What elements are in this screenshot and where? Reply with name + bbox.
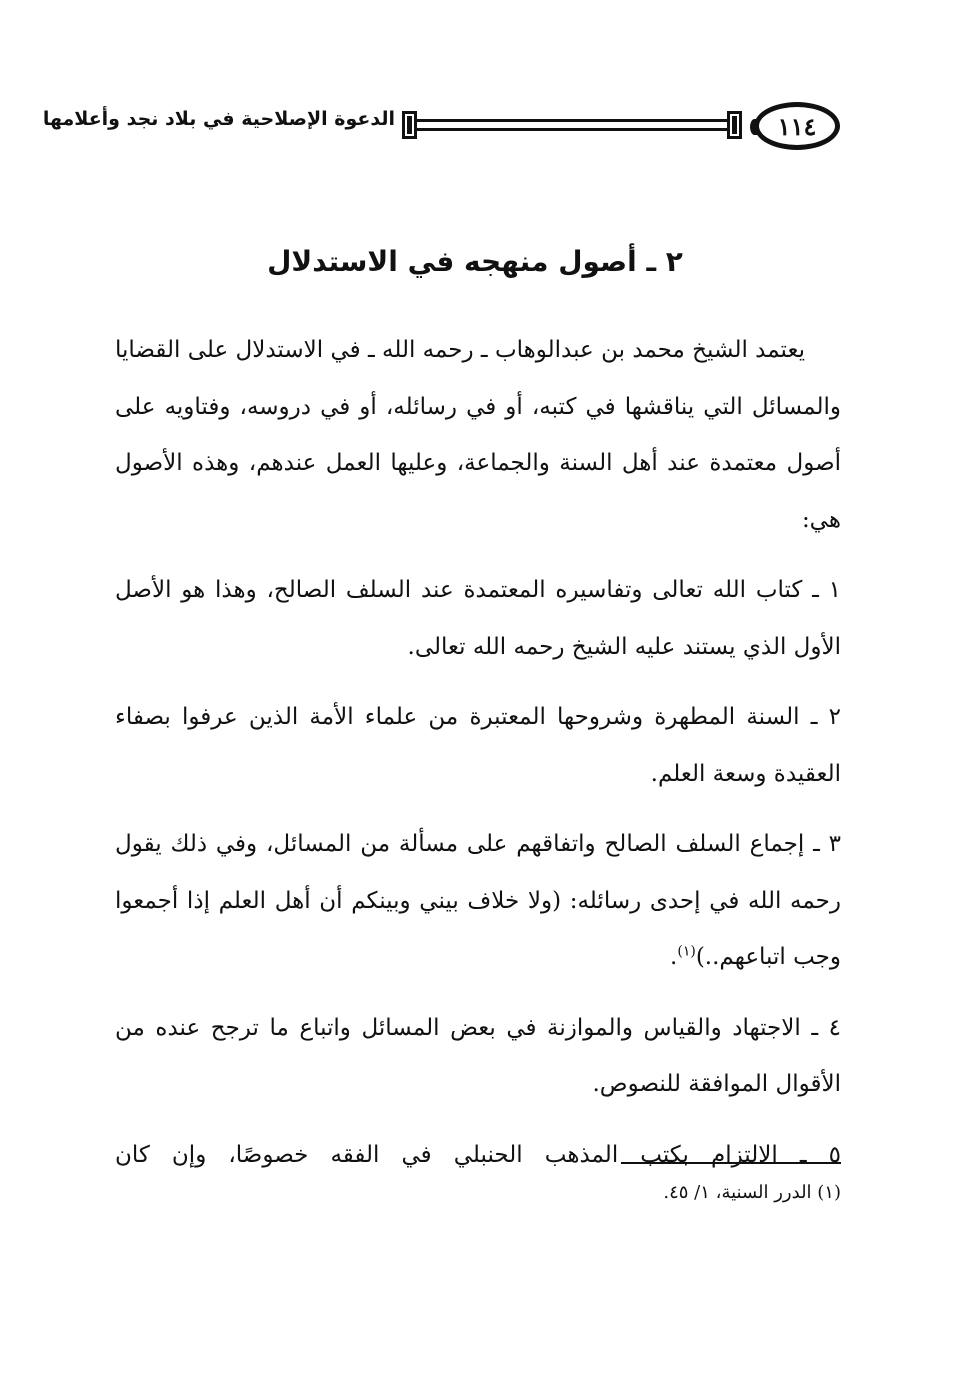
header-double-rule	[415, 119, 730, 131]
footnote-1: (١) الدرر السنية، ١/ ٤٥.	[663, 1182, 841, 1203]
body-text	[115, 322, 841, 1197]
footnote-separator	[621, 1162, 841, 1164]
principle-item-2: ٢ ـ السنة المطهرة وشروحها المعتبرة من علماء الأمة الذين عرفوا بصفاء العقيدة وسعة العلم.	[115, 704, 841, 787]
section-heading: ٢ ـ أصول منهجه في الاستدلال	[267, 245, 683, 278]
page-number: ١١٤	[754, 102, 840, 150]
principle-item-1: ١ ـ كتاب الله تعالى وتفاسيره المعتمدة عند السلف الصالح، وهذا هو الأصل الأول الذي يستند عليه الشيخ رحمه الله تعالى.	[115, 577, 841, 660]
running-header	[42, 100, 840, 156]
intro-paragraph: يعتمد الشيخ محمد بن عبدالوهاب ـ رحمه الله ـ في الاستدلال على القضايا والمسائل التي يناقشها في كتبه، أو في رسائله، أو في دروسه، وفتاويه على أصول معتمدة عند أهل السنة والجماعة، وعليها العمل عندهم، وهذه الأصول هي:	[115, 337, 841, 533]
running-title: الدعوة الإصلاحية في بلاد نجد وأعلامها	[42, 108, 395, 130]
principle-item-5: ٥ ـ الالتزام بكتب المذهب الحنبلي في الفقه خصوصًا، وإن كان	[115, 1141, 841, 1168]
principle-item-4: ٤ ـ الاجتهاد والقياس والموازنة في بعض المسائل واتباع ما ترجح عنده من الأقوال الموافقة للنصوص.	[115, 1014, 841, 1097]
principle-item-3-text: ٣ ـ إجماع السلف الصالح واتفاقهم على مسألة من المسائل، وفي ذلك يقول رحمه الله في إحدى رسائله: (ولا خلاف بيني وبينكم أن أهل العلم إذا أجمعوا وجب اتباعهم..)	[115, 831, 841, 970]
principle-item-3	[115, 816, 841, 986]
header-rule-cap-left	[402, 111, 417, 139]
footnote-reference[interactable]: (١)	[677, 943, 696, 960]
principle-item-3-end: .	[670, 944, 678, 970]
